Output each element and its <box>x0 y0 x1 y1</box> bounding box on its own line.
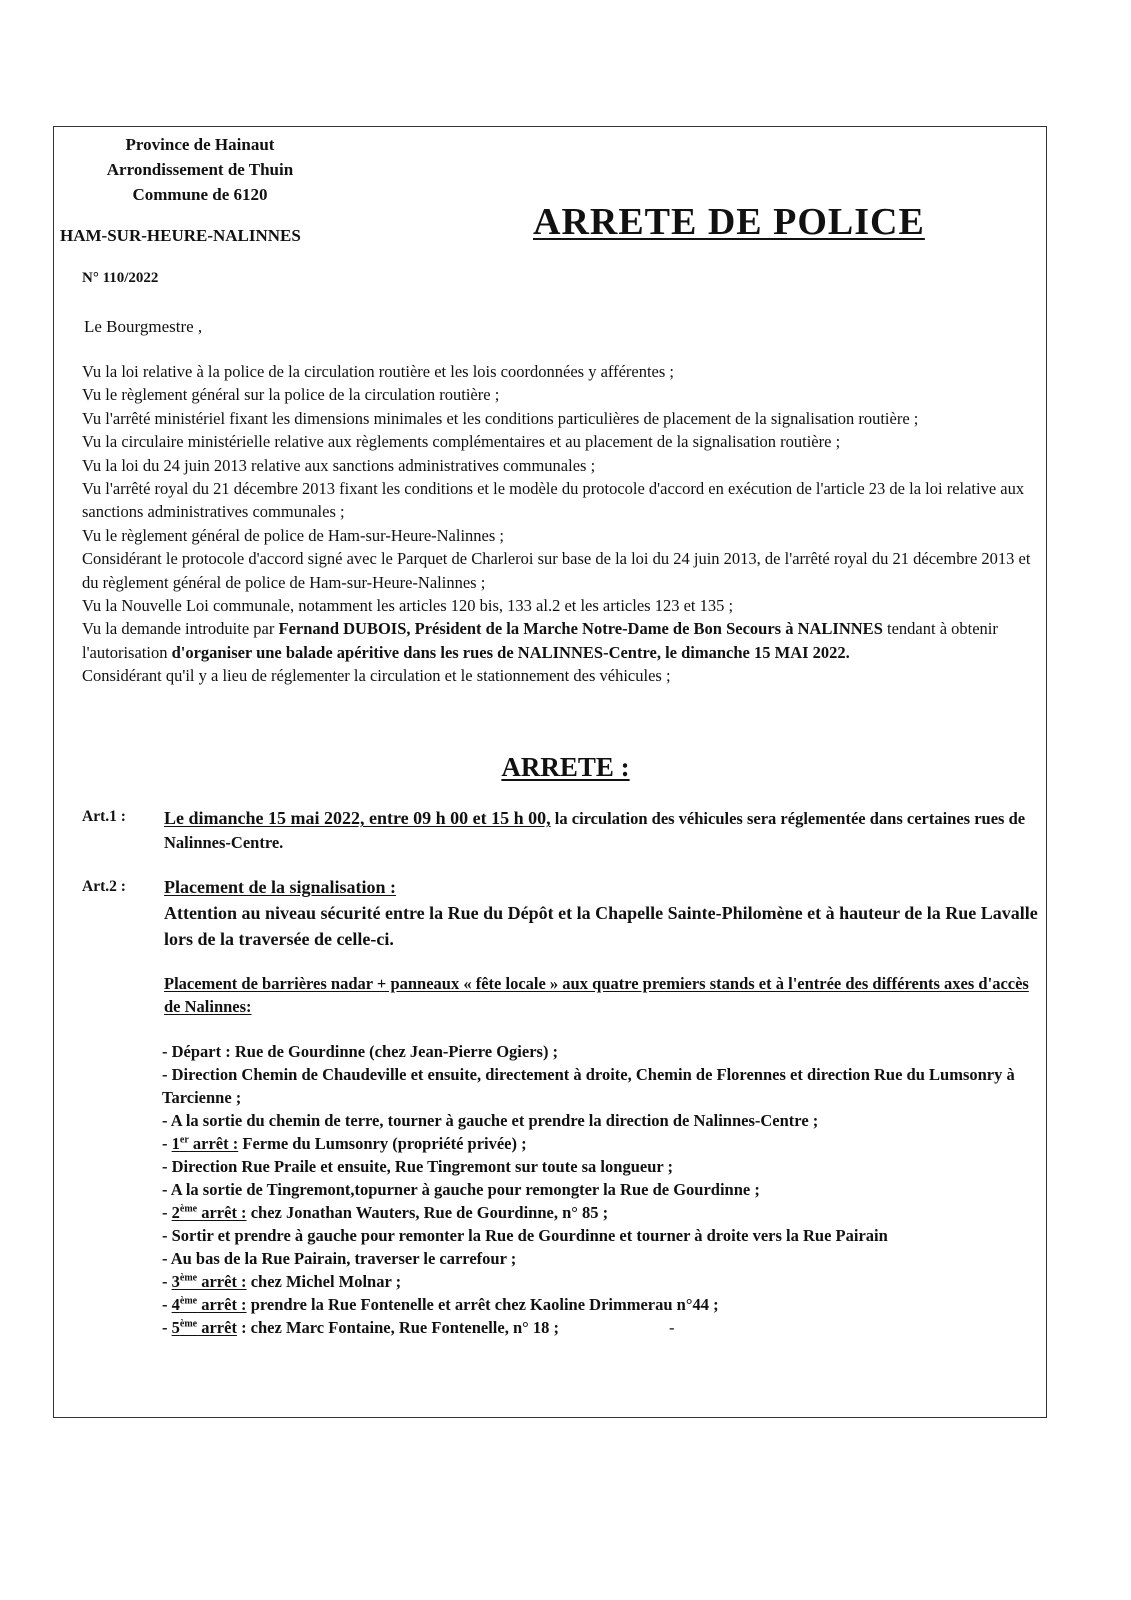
decree-number: N° 110/2022 <box>82 270 159 286</box>
list-item: - A la sortie du chemin de terre, tourner à gauche et prendre la direction de Nalinnes-Centre ; <box>162 1111 819 1130</box>
considerations <box>82 360 1042 688</box>
list-item: - Départ : Rue de Gourdinne (chez Jean-Pierre Ogiers) ; <box>162 1042 559 1061</box>
request-paragraph <box>82 617 1042 664</box>
consideration: Vu la loi du 24 juin 2013 relative aux sanctions administratives communales ; <box>82 455 596 475</box>
request-object: d'organiser une balade apéritive dans les rues de NALINNES-Centre, le dimanche 15 MAI 2022. <box>171 642 850 662</box>
request-prefix: Vu la demande introduite par <box>82 619 279 639</box>
art2-heading: Placement de la signalisation : <box>164 877 396 897</box>
art2-attention: Attention au niveau sécurité entre la Rue du Dépôt et la Chapelle Sainte-Philomène et à hauteur de la Rue Lavalle lors de la traversée de celle-ci. <box>164 903 1038 949</box>
list-item: - 2ème arrêt : chez Jonathan Wauters, Rue de Gourdinne, n° 85 ; <box>162 1203 609 1222</box>
art1-date: Le dimanche 15 mai 2022, entre 09 h 00 et 15 h 00, <box>164 808 551 828</box>
route-list <box>162 1040 1052 1339</box>
art1-body <box>164 805 1044 854</box>
art1-label: Art.1 : <box>82 808 126 825</box>
art1-text: la circulation des véhicules sera réglementée dans certaines rues de Nalinnes-Centre. <box>164 809 1026 852</box>
art2-body <box>164 874 1044 1018</box>
list-item: - Direction Chemin de Chaudeville et ensuite, directement à droite, Chemin de Florennes et direction Rue du Lumsonry à Tarcienne ; <box>162 1065 1015 1107</box>
list-item: - Direction Rue Praile et ensuite, Rue Tingremont sur toute sa longueur ; <box>162 1157 674 1176</box>
consideration: Vu la loi relative à la police de la circulation routière et les lois coordonnées y afférentes ; <box>82 362 675 381</box>
decree-heading <box>0 752 1131 783</box>
province: Province de Hainaut <box>125 135 275 154</box>
list-item: - 5ème arrêt : chez Marc Fontaine, Rue Fontenelle, n° 18 ; - <box>162 1318 675 1337</box>
art2-label: Art.2 : <box>82 878 126 895</box>
decree-heading-text: ARRETE : <box>501 752 630 782</box>
request-middle: tendant à obtenir l'autorisation <box>82 619 998 662</box>
arrondissement: Arrondissement de Thuin <box>106 160 294 179</box>
consideration: Vu le règlement général de police de Ham-sur-Heure-Nalinnes ; <box>82 525 504 545</box>
list-item: - 3ème arrêt : chez Michel Molnar ; <box>162 1272 402 1291</box>
consideration: Vu la Nouvelle Loi communale, notamment les articles 120 bis, 133 al.2 et les articles 123 et 135 ; <box>82 596 734 616</box>
list-item: - 4ème arrêt : prendre la Rue Fontenelle et arrêt chez Kaoline Drimmerau n°44 ; <box>162 1295 719 1314</box>
consideration: Considérant le protocole d'accord signé avec le Parquet de Charleroi sur base de la loi du 24 juin 2013, de l'arrêté royal du 21 décembre 2013 et du règlement général de police de Ham-sur-Heure-Nalinnes ; <box>82 549 1031 592</box>
page-title <box>533 200 925 244</box>
commune: Commune de 6120 <box>132 185 268 204</box>
final-consideration: Considérant qu'il y a lieu de réglementer la circulation et le stationnement des véhicules ; <box>82 666 671 686</box>
list-item: - 1er arrêt : Ferme du Lumsonry (propriété privée) ; <box>162 1134 527 1153</box>
consideration: Vu l'arrêté royal du 21 décembre 2013 fixant les conditions et le modèle du protocole d'accord en exécution de l'article 23 de la loi relative aux sanctions administratives communales ; <box>82 479 1025 522</box>
trailing-mark: - <box>668 1318 675 1337</box>
greeting: Le Bourgmestre , <box>84 317 203 336</box>
page-title-text: ARRETE DE POLICE <box>533 201 925 243</box>
consideration: Vu l'arrêté ministériel fixant les dimensions minimales et les conditions particulières de placement de la signalisation routière ; <box>82 408 919 428</box>
consideration: Vu la circulaire ministérielle relative aux règlements complémentaires et au placement de la signalisation routière ; <box>82 432 841 452</box>
art2-barriers: Placement de barrières nadar + panneaux « fête locale » aux quatre premiers stands et à l'entrée des différents axes d'accès de Nalinnes: <box>164 974 1029 1016</box>
list-item: - A la sortie de Tingremont,topurner à gauche pour remongter la Rue de Gourdinne ; <box>162 1180 760 1199</box>
list-item: - Au bas de la Rue Pairain, traverser le carrefour ; <box>162 1249 517 1268</box>
municipality: HAM-SUR-HEURE-NALINNES <box>60 226 301 245</box>
list-item: - Sortir et prendre à gauche pour remonter la Rue de Gourdinne et tourner à droite vers la Rue Pairain <box>162 1226 888 1245</box>
requester: Fernand DUBOIS, Président de la Marche Notre-Dame de Bon Secours à NALINNES <box>278 619 883 639</box>
consideration: Vu le règlement général sur la police de la circulation routière ; <box>82 385 500 405</box>
